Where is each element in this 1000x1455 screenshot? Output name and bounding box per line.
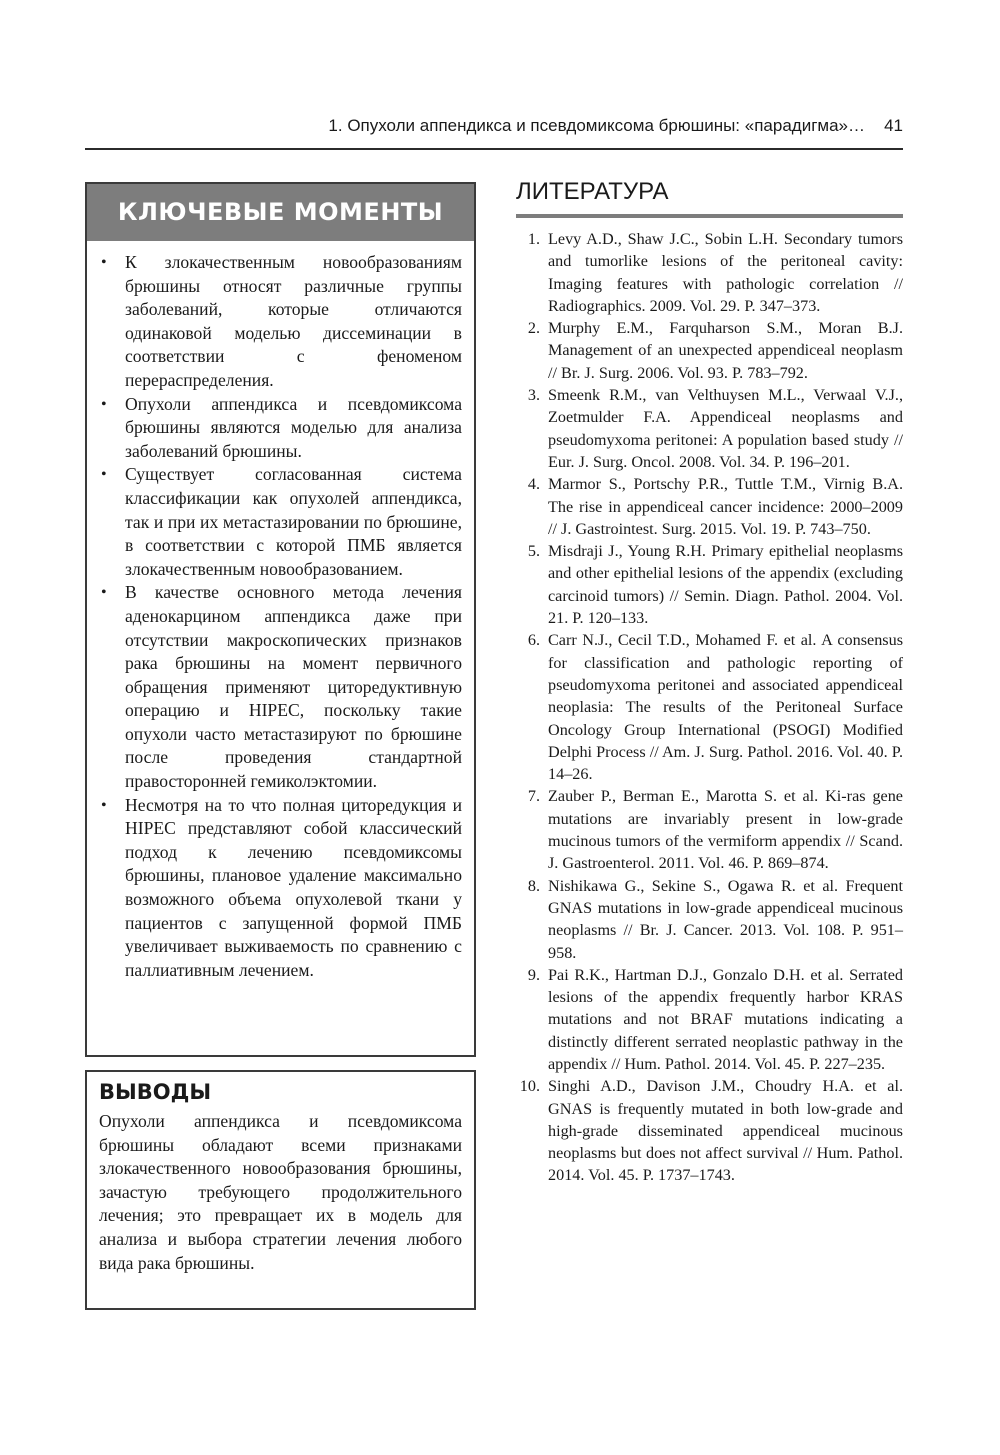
- reference-item: [516, 317, 903, 384]
- conclusions-text: Опухоли аппендикса и псевдомиксома брюшины обладают всеми признаками злокачественного новообразования брюшины, зачастую требующего продолжительного лечения; это превращает их в модель для анализа и выбора стратегии лечения любого вида рака брюшины.: [99, 1111, 462, 1273]
- reference-text: Smeenk R.M., van Velthuysen M.L., Verwaal V.J., Zoetmulder F.A. Appendiceal neoplasms and pseudomyxoma peritonei: A population based study // Eur. J. Surg. Oncol. 2008. Vol. 34. P. 196–201.: [548, 386, 903, 471]
- reference-number: 7.: [527, 787, 540, 806]
- key-point-item: [99, 581, 462, 793]
- references-list: [516, 228, 903, 1187]
- bullet-icon: •: [101, 584, 107, 602]
- reference-item: [516, 964, 903, 1075]
- references-divider: [516, 214, 903, 218]
- running-title: 1. Опухоли аппендикса и псевдомиксома брюшины: «парадигма»…: [328, 116, 865, 135]
- header-divider: [85, 148, 903, 150]
- reference-item: [516, 228, 903, 317]
- key-point-item: [99, 251, 462, 393]
- key-point-item: [99, 463, 462, 581]
- reference-text: Nishikawa G., Sekine S., Ogawa R. et al. Frequent GNAS mutations in low-grade appendiceal mucinous neoplasms // Br. J. Cancer. 2013. Vol. 108. P. 951–958.: [548, 876, 903, 962]
- reference-number: 5.: [527, 542, 540, 561]
- key-points-title: КЛЮЧЕВЫЕ МОМЕНТЫ: [87, 184, 474, 241]
- references-section: [516, 178, 903, 1187]
- bullet-icon: •: [101, 466, 107, 484]
- reference-item: [516, 540, 903, 629]
- reference-item: [516, 473, 903, 540]
- reference-number: 9.: [527, 965, 540, 984]
- key-point-text: Опухоли аппендикса и псевдомиксома брюшины являются моделью для анализа заболеваний брюшины.: [125, 393, 462, 461]
- reference-number: 3.: [527, 386, 540, 405]
- reference-number: 8.: [527, 876, 540, 895]
- conclusions-box: [85, 1070, 476, 1310]
- reference-number: 4.: [527, 475, 540, 494]
- reference-item: [516, 384, 903, 473]
- reference-item: [516, 785, 903, 874]
- key-points-box: [85, 182, 476, 1057]
- reference-item: [516, 1075, 903, 1186]
- page-header: [85, 110, 903, 150]
- bullet-icon: •: [101, 254, 107, 271]
- reference-text: Misdraji J., Young R.H. Primary epithelial neoplasms and other epithelial lesions of the appendix (excluding carcinoid tumors) // Semin. Diagn. Pathol. 2004. Vol. 21. P. 120–133.: [548, 542, 903, 628]
- reference-number: 1.: [527, 230, 540, 248]
- key-points-list: [87, 241, 474, 982]
- key-point-text: В качестве основного метода лечения аденокарцином аппендикса даже при отсутствии макроскопических признаков рака брюшины на момент первичного обращения применяют циторедуктивную операцию и HIPEC, поскольку такие опухоли часто метастазируют по брюшине после проведения стандартной правосторонней гемиколэктомии.: [125, 582, 462, 792]
- reference-number: 10.: [519, 1077, 540, 1096]
- key-point-item: [99, 794, 462, 983]
- reference-text: Pai R.K., Hartman D.J., Gonzalo D.H. et al. Serrated lesions of the appendix frequently harbor KRAS mutations and not BRAF mutations indicating a distinctly different serrated neoplastic pathway in the appendix // Hum. Pathol. 2014. Vol. 45. P. 227–235.: [548, 965, 903, 1073]
- reference-text: Marmor S., Portschy P.R., Tuttle T.M., Virnig B.A. The rise in appendiceal cancer incidence: 2000–2009 // J. Gastrointest. Surg. 2015. Vol. 19. P. 743–750.: [548, 475, 903, 538]
- bullet-icon: •: [101, 395, 107, 413]
- conclusions-title: ВЫВОДЫ: [99, 1080, 212, 1104]
- reference-text: Levy A.D., Shaw J.C., Sobin L.H. Secondary tumors and tumorlike lesions of the peritoneal cavity: Imaging features with pathologic correlation // Radiographics. 2009. Vol. 29. P. 347–373.: [548, 230, 903, 315]
- reference-text: Singhi A.D., Davison J.M., Choudry H.A. et al. GNAS is frequently mutated in both low-grade and high-grade disseminated appendiceal mucinous neoplasms but does not affect survival // Hum. Pathol. 2014. Vol. 45. P. 1737–1743.: [548, 1077, 903, 1185]
- reference-text: Carr N.J., Cecil T.D., Mohamed F. et al. A consensus for classification and pathologic reporting of pseudomyxoma peritonei and associated appendiceal neoplasia: The results of the Peritoneal Surface Oncology Group International (PSOGI) Modified Delphi Process // Am. J. Surg. Pathol. 2016. Vol. 40. P. 14–26.: [548, 631, 903, 784]
- reference-text: Murphy E.M., Farquharson S.M., Moran B.J. Management of an unexpected appendiceal neoplasm // Br. J. Surg. 2006. Vol. 93. P. 783–792.: [548, 319, 903, 382]
- reference-number: 6.: [527, 631, 540, 650]
- reference-item: [516, 875, 903, 964]
- key-point-text: К злокачественным новообразованиям брюшины относят различные группы заболеваний, которые отличаются одинаковой моделью диссеминации в соответствии с феноменом перераспределения.: [125, 252, 462, 390]
- key-point-text: Несмотря на то что полная циторедукция и HIPEC представляют собой классический подход к лечению псевдомиксомы брюшины, плановое удаление максимально возможного объема опухолевой ткани у пациентов с запущенной формой ПМБ увеличивает выживаемость по сравнению с паллиативным лечением.: [125, 794, 462, 980]
- reference-text: Zauber P., Berman E., Marotta S. et al. Ki-ras gene mutations are invariably present in low-grade mucinous tumors of the vermiform appendix // Scand. J. Gastroenterol. 2011. Vol. 46. P. 869–874.: [548, 787, 903, 873]
- bullet-icon: •: [101, 796, 107, 814]
- page-number: 41: [884, 116, 903, 135]
- reference-number: 2.: [527, 319, 540, 338]
- references-title: ЛИТЕРАТУРА: [516, 178, 669, 205]
- key-point-item: [99, 393, 462, 464]
- key-point-text: Существует согласованная система классификации как опухолей аппендикса, так и при их метастазировании по брюшине, в соответствии с которой ПМБ является злокачественным новообразованием.: [125, 464, 462, 579]
- reference-item: [516, 629, 903, 785]
